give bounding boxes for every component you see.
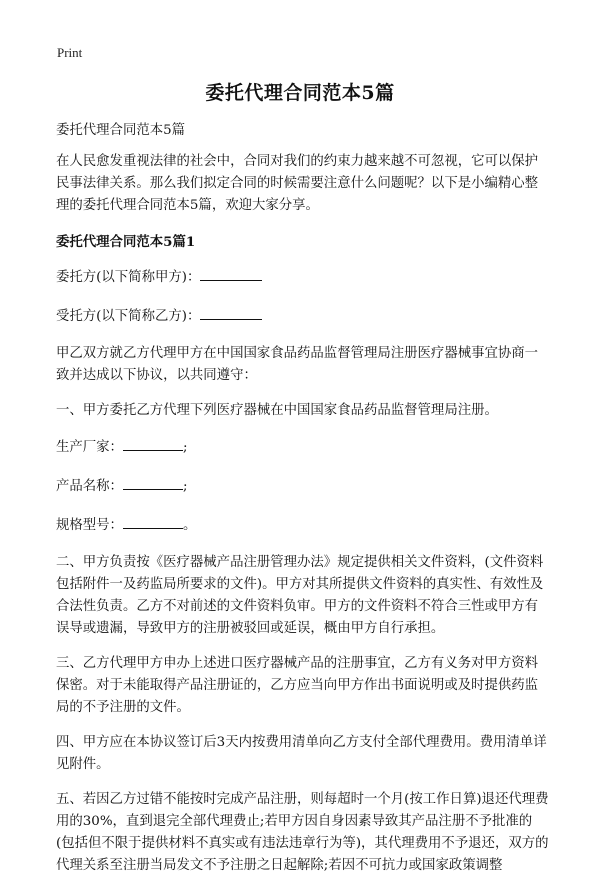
product-label: 产品名称：: [56, 479, 123, 494]
agent-field: [56, 304, 550, 328]
clause-1: 一、甲方委托乙方代理下列医疗器械在中国国家食品药品监督管理局注册。: [56, 403, 498, 418]
model-field: 规格型号： 。: [56, 513, 550, 537]
model-label: 规格型号：: [56, 518, 123, 533]
intro-paragraph: 在人民愈发重视法律的社会中，合同对我们的约束力越来越不可忽视，它可以保护民事法律关系。那么我们拟定合同的时候需要注意什么问题呢？以下是小编精心整理的委托代理合同范本5篇，欢迎大家分享。: [56, 154, 539, 213]
agent-blank: [200, 304, 262, 320]
product-blank: [123, 474, 183, 490]
document-title: 委托代理合同范本5篇: [205, 82, 395, 104]
document-body: [56, 120, 550, 890]
section-heading: 委托代理合同范本5篇1: [56, 234, 196, 250]
manufacturer-blank: [123, 435, 183, 451]
agent-label: 受托方(以下简称乙方)：: [56, 309, 201, 324]
clause-3: 三、乙方代理甲方申办上述进口医疗器械产品的注册事宜，乙方有义务对甲方资料保密。对于未能取得产品注册证的，乙方应当向甲方作出书面说明或及时提供药监局的不予注册的文件。: [56, 656, 539, 715]
principal-field: [56, 265, 550, 289]
manufacturer-field: 生产厂家： ;: [56, 435, 550, 459]
product-field: 产品名称： ;: [56, 474, 550, 498]
model-blank: [123, 513, 183, 529]
principal-label: 委托方(以下简称甲方)：: [56, 270, 201, 285]
clause-2: 二、甲方负责按《医疗器械产品注册管理办法》规定提供相关文件资料，(文件资料包括附件一及药监局所要求的文件)。甲方对其所提供文件资料的真实性、有效性及合法性负责。乙方不对前述的文件资料负审。甲方的文件资料不符合三性或甲方有误导或遗漏，导致甲方的注册被驳回或延误，概由甲方自行承担。: [56, 555, 544, 636]
print-link[interactable]: Print: [57, 45, 83, 60]
principal-blank: [200, 265, 262, 281]
clause-4: 四、甲方应在本协议签订后3天内按费用清单向乙方支付全部代理费用。费用清单详见附件。: [56, 735, 547, 772]
document-subtitle: 委托代理合同范本5篇: [56, 123, 186, 138]
preamble-paragraph: 甲乙双方就乙方代理甲方在中国国家食品药品监督管理局注册医疗器械事宜协商一致并达成以下协议，以共同遵守：: [56, 346, 539, 383]
manufacturer-label: 生产厂家：: [56, 440, 123, 455]
clause-5: 五、若因乙方过错不能按时完成产品注册，则每超时一个月(按工作日算)退还代理费用的30%，直到退完全部代理费止;若甲方因自身因素导致其产品注册不予批准的(包括但不限于提供材料不真实或有违法违章行为等)，其代理费用不予退还，双方的代理关系至注册当局发文不予注册之日起解除;若因不可抗力或国家政策调整: [56, 792, 549, 873]
